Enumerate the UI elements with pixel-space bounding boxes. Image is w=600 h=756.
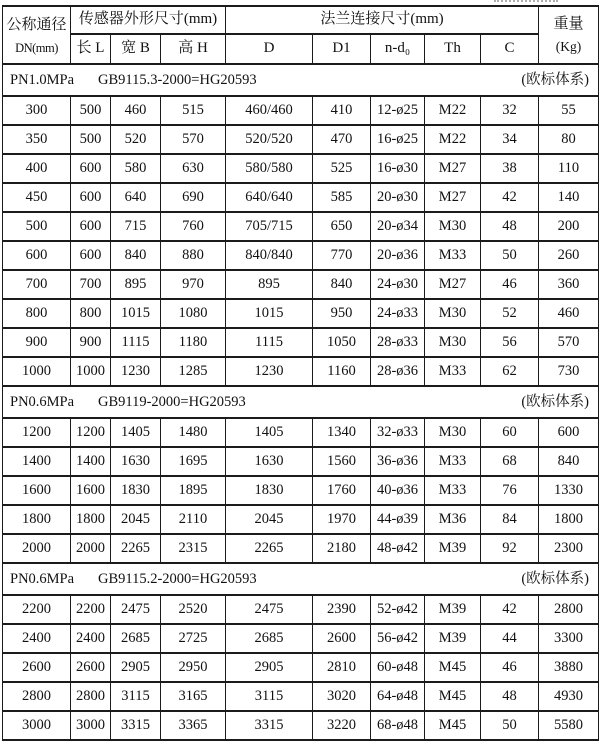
table-row xyxy=(3,624,599,653)
table-cell: 38 xyxy=(481,154,539,183)
table-cell: 42 xyxy=(481,183,539,212)
table-cell: 68-ø48 xyxy=(371,711,425,740)
table-cell: M27 xyxy=(425,154,481,183)
table-cell: 1115 xyxy=(226,328,313,357)
table-cell: 1600 xyxy=(3,476,71,505)
table-cell: 895 xyxy=(111,270,161,299)
table-cell: M27 xyxy=(425,183,481,212)
table-cell: 56 xyxy=(481,328,539,357)
table-cell: 1695 xyxy=(161,447,226,476)
table-cell: 3315 xyxy=(226,711,313,740)
table-cell: 360 xyxy=(539,270,599,299)
table-row xyxy=(3,534,599,563)
table-cell: 34 xyxy=(481,125,539,154)
table-cell: 600 xyxy=(3,241,71,270)
section-standard: GB9119-2000=HG20593 xyxy=(98,393,246,410)
table-cell: 1400 xyxy=(71,447,111,476)
table-cell: 2000 xyxy=(71,534,111,563)
section-cell xyxy=(3,386,599,418)
table-cell: 68 xyxy=(481,447,539,476)
table-cell: 840 xyxy=(111,241,161,270)
table-cell: 2600 xyxy=(3,653,71,682)
table-cell: 80 xyxy=(539,125,599,154)
table-cell: 50 xyxy=(481,241,539,270)
table-cell: 2045 xyxy=(111,505,161,534)
table-cell: 880 xyxy=(161,241,226,270)
table-cell: 840/840 xyxy=(226,241,313,270)
table-cell: M33 xyxy=(425,241,481,270)
header-col-th: Th xyxy=(425,34,481,64)
table-cell: 24-ø33 xyxy=(371,299,425,328)
table-cell: 500 xyxy=(71,125,111,154)
table-cell: 2810 xyxy=(313,653,371,682)
table-cell: 2475 xyxy=(226,595,313,624)
section-row xyxy=(3,563,599,595)
table-cell: 1180 xyxy=(161,328,226,357)
table-cell: 3315 xyxy=(111,711,161,740)
table-cell: 28-ø36 xyxy=(371,357,425,386)
table-cell: 520 xyxy=(111,125,161,154)
table-cell: 705/715 xyxy=(226,212,313,241)
header-weight-label: 重量 xyxy=(553,15,584,32)
table-cell: 630 xyxy=(161,154,226,183)
table-cell: 970 xyxy=(161,270,226,299)
table-cell: 2685 xyxy=(111,624,161,653)
table-cell: 410 xyxy=(313,96,371,125)
table-cell: 24-ø30 xyxy=(371,270,425,299)
section-note: (欧标体系) xyxy=(521,393,589,410)
table-cell: 700 xyxy=(3,270,71,299)
table-cell: 570 xyxy=(539,328,599,357)
header-col-nd0: n-d₀ xyxy=(371,34,425,64)
table-cell: M22 xyxy=(425,125,481,154)
table-cell: 44-ø39 xyxy=(371,505,425,534)
table-cell: 2200 xyxy=(71,595,111,624)
table-cell: 460 xyxy=(539,299,599,328)
spec-table-body xyxy=(3,64,599,740)
table-cell: 2475 xyxy=(111,595,161,624)
table-cell: 900 xyxy=(3,328,71,357)
table-cell: 1285 xyxy=(161,357,226,386)
table-cell: 1340 xyxy=(313,418,371,447)
section-note: (欧标体系) xyxy=(521,570,589,587)
table-cell: 2950 xyxy=(161,653,226,682)
table-cell: 730 xyxy=(539,357,599,386)
table-cell: 84 xyxy=(481,505,539,534)
table-row xyxy=(3,653,599,682)
header-row-groups xyxy=(3,6,599,34)
table-cell: 1800 xyxy=(71,505,111,534)
table-cell: 50 xyxy=(481,711,539,740)
table-cell: 1330 xyxy=(539,476,599,505)
table-row xyxy=(3,711,599,740)
table-cell: 580/580 xyxy=(226,154,313,183)
table-cell: 200 xyxy=(539,212,599,241)
table-cell: 600 xyxy=(71,183,111,212)
table-cell: 46 xyxy=(481,270,539,299)
table-cell: M30 xyxy=(425,299,481,328)
section-cell xyxy=(3,64,599,96)
table-cell: 800 xyxy=(71,299,111,328)
table-cell: M27 xyxy=(425,270,481,299)
table-cell: 600 xyxy=(539,418,599,447)
table-cell: 3220 xyxy=(313,711,371,740)
table-cell: 800 xyxy=(3,299,71,328)
header-weight xyxy=(539,6,599,64)
table-cell: 895 xyxy=(226,270,313,299)
table-cell: M30 xyxy=(425,418,481,447)
header-row-columns xyxy=(3,34,599,64)
table-row xyxy=(3,212,599,241)
header-col-length: 长 L xyxy=(71,34,111,64)
table-cell: 110 xyxy=(539,154,599,183)
table-cell: 600 xyxy=(71,212,111,241)
header-weight-unit: (Kg) xyxy=(555,38,582,54)
table-cell: 2685 xyxy=(226,624,313,653)
table-cell: 900 xyxy=(71,328,111,357)
table-cell: 48 xyxy=(481,682,539,711)
table-cell: 2600 xyxy=(313,624,371,653)
table-cell: 350 xyxy=(3,125,71,154)
table-cell: 515 xyxy=(161,96,226,125)
table-cell: 1015 xyxy=(226,299,313,328)
table-cell: 56-ø42 xyxy=(371,624,425,653)
table-cell: 76 xyxy=(481,476,539,505)
table-cell: 55 xyxy=(539,96,599,125)
table-cell: 470 xyxy=(313,125,371,154)
table-cell: 770 xyxy=(313,241,371,270)
table-cell: 12-ø25 xyxy=(371,96,425,125)
section-row xyxy=(3,64,599,96)
table-cell: M30 xyxy=(425,212,481,241)
table-cell: 3000 xyxy=(71,711,111,740)
table-row xyxy=(3,595,599,624)
table-cell: 1760 xyxy=(313,476,371,505)
table-cell: 2180 xyxy=(313,534,371,563)
spec-table xyxy=(2,5,599,741)
table-cell: M33 xyxy=(425,476,481,505)
table-cell: 1015 xyxy=(111,299,161,328)
table-cell: 2200 xyxy=(3,595,71,624)
table-cell: 690 xyxy=(161,183,226,212)
table-cell: 400 xyxy=(3,154,71,183)
table-cell: 1830 xyxy=(111,476,161,505)
table-cell: 2600 xyxy=(71,653,111,682)
table-row xyxy=(3,183,599,212)
table-cell: 2725 xyxy=(161,624,226,653)
header-col-height: 高 H xyxy=(161,34,226,64)
table-cell: 3365 xyxy=(161,711,226,740)
table-cell: M33 xyxy=(425,447,481,476)
section-row xyxy=(3,386,599,418)
table-cell: 520/520 xyxy=(226,125,313,154)
table-cell: 60 xyxy=(481,418,539,447)
table-cell: M39 xyxy=(425,595,481,624)
table-cell: 1200 xyxy=(71,418,111,447)
table-cell: 92 xyxy=(481,534,539,563)
table-cell: 46 xyxy=(481,653,539,682)
header-dn-label: 公称通径 xyxy=(6,16,67,33)
table-cell: M36 xyxy=(425,505,481,534)
table-cell: 1200 xyxy=(3,418,71,447)
table-cell: 500 xyxy=(3,212,71,241)
table-cell: 3300 xyxy=(539,624,599,653)
table-cell: 1895 xyxy=(161,476,226,505)
table-cell: 2265 xyxy=(226,534,313,563)
table-cell: 460 xyxy=(111,96,161,125)
table-cell: M39 xyxy=(425,534,481,563)
table-cell: 1600 xyxy=(71,476,111,505)
table-cell: 640 xyxy=(111,183,161,212)
table-cell: 3165 xyxy=(161,682,226,711)
table-cell: 60-ø48 xyxy=(371,653,425,682)
table-cell: 2300 xyxy=(539,534,599,563)
table-row xyxy=(3,270,599,299)
table-cell: 62 xyxy=(481,357,539,386)
table-cell: 2400 xyxy=(3,624,71,653)
table-cell: 2905 xyxy=(111,653,161,682)
table-cell: 48 xyxy=(481,212,539,241)
table-cell: 260 xyxy=(539,241,599,270)
table-cell: 40-ø36 xyxy=(371,476,425,505)
scan-artifact xyxy=(494,0,558,4)
table-cell: 570 xyxy=(161,125,226,154)
table-cell: 450 xyxy=(3,183,71,212)
table-cell: 48-ø42 xyxy=(371,534,425,563)
table-cell: 2800 xyxy=(71,682,111,711)
table-cell: 1630 xyxy=(111,447,161,476)
table-cell: 2905 xyxy=(226,653,313,682)
table-cell: 52 xyxy=(481,299,539,328)
table-cell: 2800 xyxy=(539,595,599,624)
table-cell: 1115 xyxy=(111,328,161,357)
table-cell: 16-ø30 xyxy=(371,154,425,183)
table-cell: 1800 xyxy=(3,505,71,534)
table-cell: 3115 xyxy=(226,682,313,711)
table-cell: 700 xyxy=(71,270,111,299)
table-row xyxy=(3,299,599,328)
table-cell: 2265 xyxy=(111,534,161,563)
table-cell: 2400 xyxy=(71,624,111,653)
table-cell: 2000 xyxy=(3,534,71,563)
table-cell: M45 xyxy=(425,711,481,740)
header-col-width: 宽 B xyxy=(111,34,161,64)
table-cell: 20-ø34 xyxy=(371,212,425,241)
table-row xyxy=(3,682,599,711)
header-dn xyxy=(3,6,71,64)
header-col-d1: D1 xyxy=(313,34,371,64)
table-cell: 950 xyxy=(313,299,371,328)
table-cell: 640/640 xyxy=(226,183,313,212)
table-cell: 2390 xyxy=(313,595,371,624)
table-cell: 1230 xyxy=(111,357,161,386)
table-row xyxy=(3,418,599,447)
table-cell: 760 xyxy=(161,212,226,241)
header-dn-unit: DN(mm) xyxy=(15,40,58,55)
table-cell: 525 xyxy=(313,154,371,183)
table-cell: 585 xyxy=(313,183,371,212)
table-cell: 500 xyxy=(71,96,111,125)
table-cell: 1080 xyxy=(161,299,226,328)
table-cell: 28-ø33 xyxy=(371,328,425,357)
section-cell xyxy=(3,563,599,595)
table-cell: 840 xyxy=(313,270,371,299)
table-row xyxy=(3,125,599,154)
table-cell: M33 xyxy=(425,357,481,386)
table-cell: 1160 xyxy=(313,357,371,386)
table-cell: 580 xyxy=(111,154,161,183)
table-cell: 5580 xyxy=(539,711,599,740)
table-cell: 600 xyxy=(71,154,111,183)
table-cell: 600 xyxy=(71,241,111,270)
section-pressure: PN0.6MPa xyxy=(10,393,75,410)
table-cell: 2315 xyxy=(161,534,226,563)
table-cell: M45 xyxy=(425,682,481,711)
table-cell: 44 xyxy=(481,624,539,653)
header-col-c: C xyxy=(481,34,539,64)
table-cell: M22 xyxy=(425,96,481,125)
table-row xyxy=(3,96,599,125)
table-cell: 3020 xyxy=(313,682,371,711)
section-pressure: PN1.0MPa xyxy=(10,71,75,88)
table-cell: 1230 xyxy=(226,357,313,386)
table-cell: 3880 xyxy=(539,653,599,682)
table-cell: 650 xyxy=(313,212,371,241)
table-cell: 4930 xyxy=(539,682,599,711)
table-row xyxy=(3,476,599,505)
table-cell: 64-ø48 xyxy=(371,682,425,711)
section-standard: GB9115.3-2000=HG20593 xyxy=(98,71,257,88)
section-note: (欧标体系) xyxy=(521,71,589,88)
header-col-d: D xyxy=(226,34,313,64)
table-row xyxy=(3,447,599,476)
table-cell: 1560 xyxy=(313,447,371,476)
table-cell: 1400 xyxy=(3,447,71,476)
table-row xyxy=(3,357,599,386)
table-cell: 2520 xyxy=(161,595,226,624)
table-row xyxy=(3,328,599,357)
table-cell: M45 xyxy=(425,653,481,682)
table-cell: 140 xyxy=(539,183,599,212)
table-cell: 1405 xyxy=(226,418,313,447)
table-cell: 460/460 xyxy=(226,96,313,125)
table-cell: 1800 xyxy=(539,505,599,534)
table-cell: 1480 xyxy=(161,418,226,447)
table-cell: 32 xyxy=(481,96,539,125)
table-cell: 3115 xyxy=(111,682,161,711)
table-cell: 715 xyxy=(111,212,161,241)
header-flange-group: 法兰连接尺寸(mm) xyxy=(226,6,539,34)
table-cell: 1050 xyxy=(313,328,371,357)
table-cell: 16-ø25 xyxy=(371,125,425,154)
table-cell: 1970 xyxy=(313,505,371,534)
table-row xyxy=(3,154,599,183)
table-cell: 1000 xyxy=(3,357,71,386)
table-cell: 52-ø42 xyxy=(371,595,425,624)
header-sensor-group: 传感器外形尺寸(mm) xyxy=(71,6,226,34)
table-cell: 1000 xyxy=(71,357,111,386)
table-cell: 2110 xyxy=(161,505,226,534)
section-pressure: PN0.6MPa xyxy=(10,570,75,587)
table-row xyxy=(3,505,599,534)
table-cell: 1830 xyxy=(226,476,313,505)
table-cell: 20-ø30 xyxy=(371,183,425,212)
table-cell: 42 xyxy=(481,595,539,624)
table-cell: 840 xyxy=(539,447,599,476)
table-cell: 300 xyxy=(3,96,71,125)
table-cell: 32-ø33 xyxy=(371,418,425,447)
table-row xyxy=(3,241,599,270)
table-cell: 20-ø36 xyxy=(371,241,425,270)
section-standard: GB9115.2-2000=HG20593 xyxy=(98,570,257,587)
table-cell: 2045 xyxy=(226,505,313,534)
table-cell: 1630 xyxy=(226,447,313,476)
table-cell: 1405 xyxy=(111,418,161,447)
table-cell: M30 xyxy=(425,328,481,357)
table-cell: M39 xyxy=(425,624,481,653)
table-cell: 2800 xyxy=(3,682,71,711)
table-cell: 36-ø36 xyxy=(371,447,425,476)
table-cell: 3000 xyxy=(3,711,71,740)
